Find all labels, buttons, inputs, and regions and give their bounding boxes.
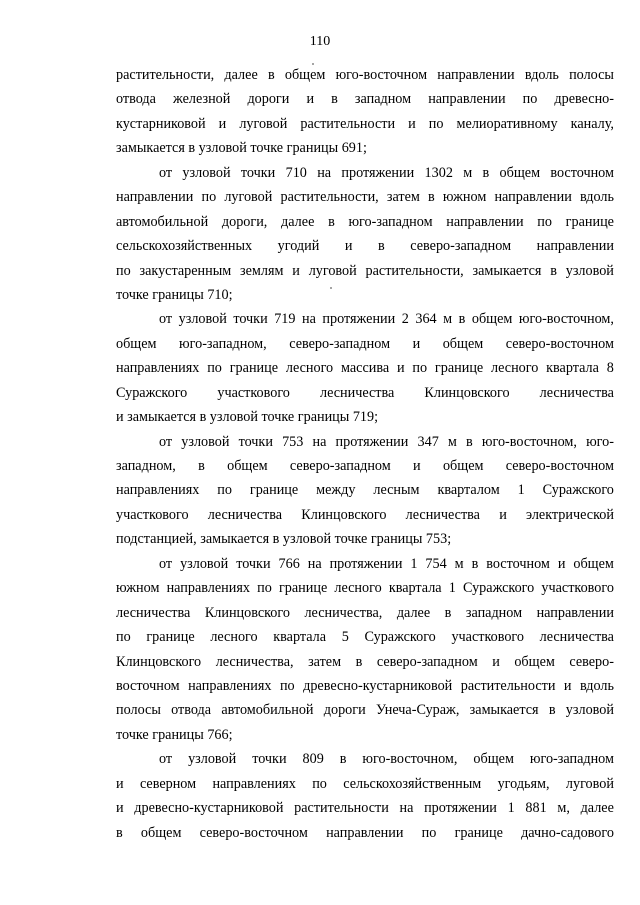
word: лесного [334,580,382,597]
word: 719 [274,311,296,328]
word: затем [386,189,420,206]
word: 2 [401,311,409,328]
word: далее [580,800,614,817]
word: вдоль [524,67,559,83]
word: границе [434,360,484,377]
word: узловой [181,433,230,450]
word: 1 [410,555,418,572]
word: от [159,555,173,572]
word: угодьям, [497,775,550,792]
word: лесного [491,360,539,377]
word: участкового [217,384,290,401]
word: северо-западном [376,653,478,670]
word: по [201,189,217,206]
word: юго-западном [348,213,433,230]
word: направлении [536,238,614,255]
word: дачно-садового [521,824,614,841]
word: лесного [285,360,334,377]
word: участкового [541,580,614,597]
word: по [412,360,428,377]
word: северо-восточном [505,458,614,474]
word: в [331,91,338,108]
word: южном [442,189,487,206]
word: и [413,458,421,474]
word: в [550,262,557,279]
text-line [116,430,614,454]
text-line [116,332,614,356]
word: и [408,115,416,132]
word: 881 [525,800,547,817]
text-line [116,650,614,674]
word: и [412,335,421,352]
word: 5 [341,629,349,646]
word: северо-восточном [199,824,308,841]
text-line [116,234,614,258]
word: кустарниковой [116,115,206,132]
word: на [307,555,322,572]
text-line [116,576,614,600]
word: южном [116,580,160,597]
word: квартала [546,360,599,377]
text-line [116,821,614,845]
word: направлениях [166,580,250,597]
word: луговой [239,115,288,132]
word: и [292,262,300,279]
text-line [116,698,614,722]
word: сельскохозяйственных [116,238,253,255]
word: западном, [116,458,176,474]
word: землям [240,262,284,279]
word: 754 [425,555,447,572]
text-line [116,601,614,625]
word: луговой [565,775,614,792]
word: и [116,775,124,792]
word: лесничества [539,384,614,401]
word: Клинцовского [116,653,202,670]
word: в [116,824,123,841]
word: на [312,433,327,450]
word: по [421,824,437,841]
word: 710 [285,164,307,181]
word: затем [308,653,342,670]
text-line [116,454,614,478]
word: направлении [536,604,614,621]
word: 364 [415,311,437,328]
word: и [492,653,500,670]
word: вдоль [579,677,614,694]
text-line: подстанцией, замыкается в узловой точке границы 753; [116,531,452,548]
word: и [396,360,405,377]
word: общем [471,311,513,328]
word: м [447,433,457,450]
word: вдоль [579,189,614,206]
word: узловой [188,751,237,768]
word: квартала [388,580,442,597]
word: общем [473,751,514,768]
word: точки [233,311,268,328]
text-line [116,185,614,209]
word: в [198,458,205,474]
word: и [557,555,566,572]
word: северо-западном [289,335,391,352]
word: северном [139,775,197,792]
word: луговой [308,262,357,279]
word: узловой [178,311,227,328]
word: древесно-кустарниковой [134,800,284,817]
word: м [454,555,464,572]
word: лесничества [116,604,191,621]
word: направлении [116,189,194,206]
word: по [537,213,552,230]
word: 753 [282,433,304,450]
word: 347 [417,433,439,450]
text-line [116,87,614,111]
word: Клинцовского [204,604,290,621]
word: замыкается [469,702,539,719]
word: границе [565,213,614,230]
word: от [159,311,173,328]
word: 8 [606,360,614,377]
text-line [116,625,614,649]
word: восточном [116,677,180,694]
word: 766 [278,555,300,572]
word: восточном [550,164,614,181]
word: растительности [300,115,396,132]
text-line [116,674,614,698]
text-line [116,796,614,820]
word: юго-восточном, [481,433,577,450]
word: по [116,262,131,279]
word: узловой [565,702,614,719]
word: по [428,115,444,132]
word: по [257,580,272,597]
word: и [499,506,507,523]
word: сельскохозяйственным [343,775,482,792]
word: в [471,555,479,572]
word: электрической [526,506,614,523]
word: точки [252,751,287,768]
word: на [399,800,414,817]
word: направлениях [116,482,200,499]
word: растительности, [280,189,379,206]
word: северо-западном [410,238,512,255]
word: протяжении [335,433,409,450]
word: направлении [326,824,404,841]
word: автомобильной [116,213,209,230]
word: лесничества, [215,653,294,670]
word: по [522,91,538,108]
word: общем [284,67,326,83]
word: полосы [569,67,614,83]
word: и [218,115,227,132]
word: юго- [586,433,614,450]
page-number: 110 [309,34,331,49]
word: направлениях [188,677,272,694]
word: в [378,238,385,255]
word: северо-восточном [505,335,614,352]
word: древесно- [554,91,614,108]
word: лесничества [320,384,395,401]
word: в [428,189,435,206]
word: общем [116,335,157,352]
word: общем [499,164,541,181]
word: далее [396,604,431,621]
word: юго-западном [529,751,614,768]
word: м [463,164,473,181]
word: в [267,67,275,83]
word: 809 [302,751,324,768]
word: точки [238,433,273,450]
word: границе [278,580,328,597]
word: точки [240,164,276,181]
word: отвода [171,702,212,719]
scan-speck [312,63,314,65]
word: юго-восточном, [518,311,614,328]
word: в [548,702,556,719]
word: массива [340,360,390,377]
word: узловой [182,164,231,181]
word: направлениях [212,775,296,792]
word: северо-западном [289,458,391,474]
word: кварталом [437,482,500,499]
word: северо- [569,653,614,670]
word: протяжении [424,800,497,817]
word: Клинцовского [301,506,387,523]
body-text [116,63,614,845]
word: растительности, [365,262,464,279]
word: Суражского [364,629,436,646]
word: общем [442,458,484,474]
word: м, [557,800,570,817]
word: полосы [116,702,161,719]
word: автомобильной [221,702,314,719]
word: угодий [277,238,320,255]
text-line [116,552,614,576]
word: Суражского [542,482,614,499]
word: по [279,677,295,694]
word: по [116,629,131,646]
word: и [563,677,572,694]
text-line [116,112,614,136]
text-line: точке границы 766; [116,726,233,743]
word: направлении [494,189,572,206]
word: общем [140,824,182,841]
word: от [159,164,173,181]
word: общем [442,335,484,352]
word: на [302,311,316,328]
word: протяжении [329,555,403,572]
word: лесным [373,482,420,499]
word: на [317,164,332,181]
word: квартала [273,629,327,646]
word: в [482,164,490,181]
word: в [355,653,363,670]
word: Суражского [116,384,188,401]
word: направлении [446,213,524,230]
word: общем [573,555,614,572]
text-line [116,503,614,527]
word: древесно-кустарниковой [303,677,453,694]
word: Клинцовского [424,384,510,401]
word: направлениях [116,360,200,377]
text-line [116,63,614,87]
scan-speck [330,287,332,289]
word: 1 [517,482,525,499]
text-line [116,747,614,771]
word: юго-восточном, [362,751,458,768]
word: по [217,482,232,499]
word: закустаренным [139,262,232,279]
word: общем [227,458,268,474]
word: границе [229,360,279,377]
word: лесного [210,629,258,646]
word: направлении [437,67,515,83]
word: от [159,751,173,768]
word: узловой [180,555,229,572]
text-line [116,381,614,405]
word: замыкается [472,262,542,279]
word: в [458,311,466,328]
text-line: и замыкается в узловой точке границы 719; [116,409,379,426]
word: растительности [460,677,556,694]
text-line [116,210,614,234]
word: лесничества [539,629,614,646]
word: в [339,751,347,768]
word: и [306,91,315,108]
word: точки [236,555,271,572]
word: далее [224,67,258,83]
word: западном [354,91,412,108]
word: лесничества [207,506,283,523]
word: границе [249,482,299,499]
word: протяжении [341,164,415,181]
word: растительности [294,800,389,817]
word: лесничества, [304,604,383,621]
word: м [443,311,453,328]
word: растительности, [116,67,215,83]
word: дороги [323,702,366,719]
word: от [159,433,173,450]
word: 1 [448,580,456,597]
word: 1 [507,800,515,817]
word: направлении [428,91,506,108]
word: и [116,800,124,817]
word: Унеча-Сураж, [375,702,460,719]
word: в [328,213,335,230]
word: далее [281,213,315,230]
word: участкового [116,506,189,523]
word: между [316,482,356,499]
word: восточном [486,555,550,572]
word: участкового [451,629,524,646]
word: луговой [224,189,273,206]
text-line: замыкается в узловой точке границы 691; [116,140,367,157]
text-line [116,161,614,185]
word: каналу, [570,115,614,132]
word: дороги [247,91,290,108]
text-line [116,356,614,380]
word: границе [454,824,503,841]
word: Суражского [462,580,535,597]
text-line [116,259,614,283]
text-line [116,772,614,796]
word: по [207,360,222,377]
word: лесничества [405,506,480,523]
word: мелиоративному [456,115,558,132]
word: и [344,238,353,255]
word: узловой [565,262,614,279]
word: дороги, [221,213,268,230]
word: западном [465,604,523,621]
word: протяжении [322,311,396,328]
word: в [444,604,452,621]
word: общем [514,653,555,670]
word: по [312,775,327,792]
text-line [116,307,614,331]
word: в [466,433,473,450]
word: железной [173,91,231,108]
word: юго-восточном [335,67,428,83]
word: юго-западном, [179,335,267,352]
word: отвода [116,91,156,108]
word: 1302 [424,164,453,181]
text-line: точке границы 710; [116,286,233,303]
word: границе [146,629,195,646]
text-line [116,478,614,502]
